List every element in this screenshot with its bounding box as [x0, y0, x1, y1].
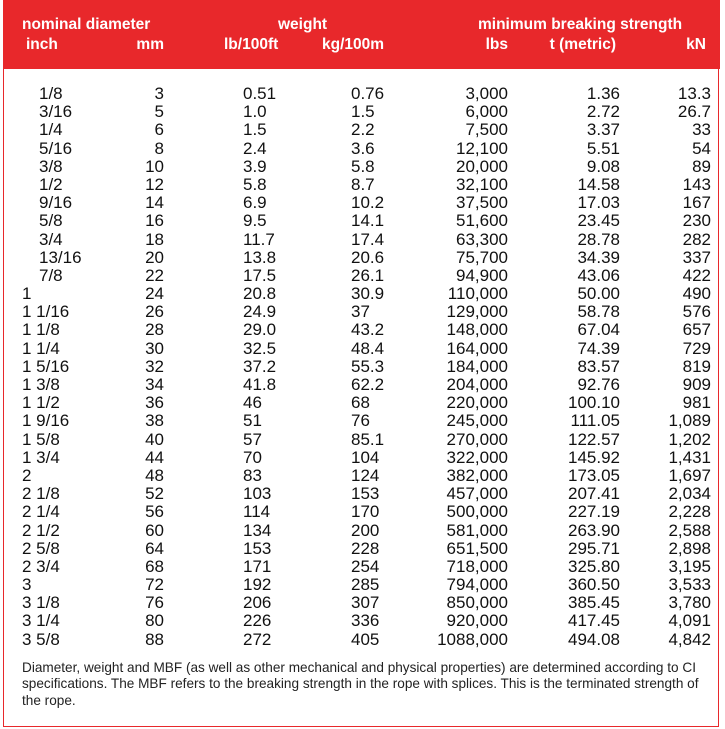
cell-t-metric: 14.58	[577, 174, 620, 194]
table-row	[4, 158, 720, 176]
cell-kg-100m: 48.4	[351, 338, 385, 358]
cell-kg-100m: 76	[351, 411, 370, 431]
cell-lbs: 94,900	[456, 265, 508, 285]
cell-lb-100ft: 1.0	[243, 102, 267, 122]
cell-mm: 22	[145, 265, 164, 285]
cell-lb-100ft: 17.5	[243, 265, 277, 285]
cell-kn: 2,898	[668, 538, 711, 558]
cell-inch: 2 1/2	[22, 520, 60, 540]
cell-t-metric: 385.45	[568, 593, 620, 613]
cell-t-metric: 43.06	[577, 265, 620, 285]
cell-kg-100m: 124	[351, 465, 380, 485]
footnote: Diameter, weight and MBF (as well as other mechanical and physical properties) are determined according to CI specifications. The MBF refers to the breaking strength in the rope with splices. This is the terminated strength of the rope.	[22, 660, 699, 708]
cell-lbs: 6,000	[465, 102, 508, 122]
cell-t-metric: 173.05	[568, 465, 620, 485]
table-row	[4, 303, 720, 321]
cell-lbs: 322,000	[446, 447, 508, 467]
cell-lbs: 204,000	[446, 375, 508, 394]
cell-inch: 3/4	[39, 229, 63, 249]
cell-mm: 72	[145, 575, 164, 595]
cell-kn: 54	[692, 138, 711, 158]
cell-lbs: 37,500	[456, 193, 508, 213]
cell-t-metric: 111.05	[570, 411, 620, 431]
cell-lb-100ft: 2.4	[243, 138, 267, 158]
table-row	[4, 376, 720, 394]
cell-t-metric: 325.80	[568, 556, 620, 576]
cell-lbs: 51,600	[456, 211, 508, 231]
cell-kn: 26.7	[677, 102, 711, 122]
cell-t-metric: 494.08	[568, 629, 620, 649]
cell-mm: 6	[154, 120, 164, 140]
cell-lbs: 270,000	[446, 429, 508, 449]
cell-lbs: 382,000	[446, 465, 508, 485]
cell-inch: 1 9/16	[22, 411, 70, 431]
cell-kg-100m: 307	[351, 593, 380, 613]
cell-lbs: 718,000	[446, 556, 508, 576]
table-row	[4, 540, 720, 558]
cell-kn: 167	[682, 193, 711, 213]
cell-t-metric: 9.08	[586, 156, 620, 176]
cell-lb-100ft: 29.0	[243, 320, 277, 340]
cell-lbs: 581,000	[446, 520, 508, 540]
cell-t-metric: 67.04	[577, 320, 620, 340]
cell-lb-100ft: 57	[243, 429, 262, 449]
cell-lb-100ft: 51	[243, 411, 262, 431]
cell-inch: 5/8	[39, 211, 63, 231]
cell-inch: 3 1/8	[22, 593, 60, 613]
cell-mm: 52	[145, 484, 164, 504]
cell-kg-100m: 104	[351, 447, 380, 467]
cell-mm: 26	[145, 302, 164, 322]
cell-inch: 1 1/8	[22, 320, 60, 340]
table-row	[4, 212, 720, 230]
cell-kg-100m: 37	[351, 302, 370, 322]
cell-mm: 8	[154, 138, 164, 158]
cell-lbs: 164,000	[446, 338, 508, 358]
cell-inch: 1 1/2	[22, 393, 60, 413]
group-weight: weight	[278, 16, 328, 33]
cell-mm: 24	[145, 284, 164, 304]
cell-lbs: 651,500	[446, 538, 508, 558]
table-row	[4, 467, 720, 485]
table-row	[4, 249, 720, 267]
cell-mm: 44	[145, 447, 164, 467]
cell-lb-100ft: 134	[243, 520, 272, 540]
cell-kn: 981	[682, 393, 711, 413]
table-row	[4, 485, 720, 503]
cell-kg-100m: 5.8	[351, 156, 375, 176]
cell-t-metric: 28.78	[577, 229, 620, 249]
cell-lbs: 245,000	[446, 411, 508, 431]
table-row	[4, 576, 720, 594]
cell-t-metric: 417.45	[568, 611, 620, 631]
cell-kn: 89	[692, 156, 711, 176]
cell-inch: 1/2	[39, 174, 63, 194]
cell-kn: 4,842	[668, 629, 711, 649]
table-row	[4, 194, 720, 212]
cell-kg-100m: 0.76	[351, 84, 385, 103]
cell-lb-100ft: 6.9	[243, 193, 267, 213]
cell-lb-100ft: 41.8	[243, 375, 277, 394]
cell-lb-100ft: 206	[243, 593, 272, 613]
cell-kn: 3,780	[668, 593, 711, 613]
cell-inch: 3/16	[39, 102, 73, 122]
cell-lbs: 3,000	[465, 84, 508, 103]
cell-lbs: 184,000	[446, 356, 508, 376]
table-row	[4, 631, 720, 649]
cell-t-metric: 3.37	[586, 120, 620, 140]
cell-inch: 1/8	[39, 84, 63, 103]
rope-specification-table	[3, 0, 719, 727]
cell-inch: 1 3/8	[22, 375, 60, 394]
cell-lbs: 1088,000	[437, 629, 508, 649]
cell-lb-100ft: 1.5	[243, 120, 267, 140]
table-row	[4, 358, 720, 376]
cell-t-metric: 227.19	[568, 502, 620, 522]
cell-t-metric: 17.03	[577, 193, 620, 213]
table-row	[4, 412, 720, 430]
cell-lb-100ft: 5.8	[243, 174, 267, 194]
cell-inch: 1 5/16	[22, 356, 70, 376]
cell-kg-100m: 30.9	[351, 284, 385, 304]
cell-mm: 60	[145, 520, 164, 540]
cell-lbs: 220,000	[446, 393, 508, 413]
cell-inch: 5/16	[39, 138, 73, 158]
cell-inch: 7/8	[39, 265, 63, 285]
cell-mm: 28	[145, 320, 164, 340]
cell-kn: 13.3	[677, 84, 711, 103]
cell-kn: 230	[682, 211, 711, 231]
cell-mm: 14	[145, 193, 164, 213]
cell-kg-100m: 68	[351, 393, 370, 413]
col-header-mm: mm	[136, 36, 164, 53]
cell-inch: 2 1/4	[22, 502, 60, 522]
cell-lb-100ft: 24.9	[243, 302, 277, 322]
cell-t-metric: 145.92	[568, 447, 620, 467]
cell-lb-100ft: 83	[243, 465, 262, 485]
cell-t-metric: 2.72	[586, 102, 620, 122]
table-row	[4, 394, 720, 412]
cell-lbs: 75,700	[456, 247, 508, 267]
cell-lb-100ft: 37.2	[243, 356, 277, 376]
cell-kg-100m: 200	[351, 520, 380, 540]
cell-inch: 1 5/8	[22, 429, 60, 449]
cell-lb-100ft: 13.8	[243, 247, 277, 267]
cell-t-metric: 58.78	[577, 302, 620, 322]
cell-lb-100ft: 20.8	[243, 284, 277, 304]
cell-mm: 80	[145, 611, 164, 631]
cell-inch: 9/16	[39, 193, 73, 213]
cell-kn: 2,588	[668, 520, 711, 540]
table-row	[4, 558, 720, 576]
cell-mm: 20	[145, 247, 164, 267]
table-row	[4, 431, 720, 449]
cell-lb-100ft: 0.51	[243, 84, 277, 103]
table-row	[4, 103, 720, 121]
cell-kg-100m: 153	[351, 484, 380, 504]
cell-kn: 3,533	[668, 575, 711, 595]
cell-lb-100ft: 153	[243, 538, 272, 558]
cell-mm: 12	[145, 174, 164, 194]
cell-kg-100m: 55.3	[351, 356, 385, 376]
cell-mm: 76	[145, 593, 164, 613]
cell-lb-100ft: 171	[243, 556, 272, 576]
cell-kg-100m: 254	[351, 556, 380, 576]
cell-kn: 4,091	[668, 611, 711, 631]
cell-kg-100m: 2.2	[351, 120, 375, 140]
table-row	[4, 267, 720, 285]
cell-kn: 143	[682, 174, 711, 194]
cell-kn: 1,089	[668, 411, 711, 431]
cell-mm: 56	[145, 502, 164, 522]
cell-mm: 88	[145, 629, 164, 649]
cell-kn: 282	[682, 229, 711, 249]
cell-mm: 10	[145, 156, 164, 176]
col-header-kg-100m: kg/100m	[322, 36, 385, 53]
cell-t-metric: 23.45	[577, 211, 620, 231]
cell-t-metric: 83.57	[577, 356, 620, 376]
table-row	[4, 612, 720, 630]
cell-lbs: 7,500	[465, 120, 508, 140]
cell-mm: 32	[145, 356, 164, 376]
col-header-lbs: lbs	[485, 36, 508, 53]
cell-lb-100ft: 46	[243, 393, 262, 413]
cell-kg-100m: 170	[351, 502, 380, 522]
cell-kg-100m: 10.2	[351, 193, 385, 213]
cell-kg-100m: 85.1	[351, 429, 385, 449]
cell-kn: 729	[682, 338, 711, 358]
table-row	[4, 85, 720, 103]
table-row	[4, 231, 720, 249]
cell-kg-100m: 3.6	[351, 138, 375, 158]
cell-kg-100m: 62.2	[351, 375, 385, 394]
cell-mm: 40	[145, 429, 164, 449]
table-header	[4, 0, 720, 69]
cell-lb-100ft: 192	[243, 575, 272, 595]
cell-kg-100m: 20.6	[351, 247, 385, 267]
cell-lb-100ft: 9.5	[243, 211, 267, 231]
cell-kg-100m: 1.5	[351, 102, 375, 122]
table-row	[4, 449, 720, 467]
cell-kn: 909	[682, 375, 711, 394]
cell-t-metric: 360.50	[568, 575, 620, 595]
cell-t-metric: 295.71	[568, 538, 620, 558]
cell-kn: 3,195	[668, 556, 711, 576]
cell-lbs: 110,000	[447, 284, 508, 304]
cell-lbs: 32,100	[456, 174, 508, 194]
cell-kn: 337	[682, 247, 711, 267]
cell-inch: 1/4	[39, 120, 63, 140]
cell-lbs: 12,100	[456, 138, 508, 158]
cell-kg-100m: 26.1	[351, 265, 385, 285]
cell-mm: 16	[145, 211, 164, 231]
cell-mm: 38	[145, 411, 164, 431]
cell-kn: 819	[682, 356, 711, 376]
group-minimum-breaking-strength: minimum breaking strength	[478, 16, 683, 33]
cell-kn: 490	[682, 284, 711, 304]
cell-t-metric: 34.39	[577, 247, 620, 267]
cell-t-metric: 1.36	[586, 84, 620, 103]
cell-kg-100m: 228	[351, 538, 380, 558]
cell-lb-100ft: 226	[243, 611, 272, 631]
cell-kg-100m: 336	[351, 611, 380, 631]
cell-t-metric: 100.10	[568, 393, 620, 413]
cell-inch: 3/8	[39, 156, 63, 176]
cell-kg-100m: 17.4	[351, 229, 385, 249]
cell-lb-100ft: 272	[243, 629, 272, 649]
cell-inch: 3	[22, 575, 32, 595]
cell-inch: 2 5/8	[22, 538, 60, 558]
cell-kn: 2,228	[668, 502, 711, 522]
cell-lb-100ft: 103	[243, 484, 272, 504]
cell-lbs: 20,000	[456, 156, 508, 176]
table-body	[4, 85, 720, 649]
cell-lbs: 850,000	[446, 593, 508, 613]
cell-inch: 1 1/16	[22, 302, 70, 322]
cell-lb-100ft: 70	[243, 447, 262, 467]
cell-kg-100m: 43.2	[351, 320, 385, 340]
cell-t-metric: 74.39	[577, 338, 620, 358]
cell-mm: 48	[145, 465, 164, 485]
col-header-kn: kN	[686, 36, 706, 53]
cell-lbs: 457,000	[446, 484, 508, 504]
cell-inch: 2 1/8	[22, 484, 60, 504]
cell-mm: 18	[145, 229, 164, 249]
cell-mm: 34	[145, 375, 164, 394]
table-row	[4, 321, 720, 339]
cell-kn: 1,202	[668, 429, 711, 449]
cell-kg-100m: 405	[351, 629, 380, 649]
table-row	[4, 522, 720, 540]
cell-t-metric: 5.51	[586, 138, 620, 158]
cell-kg-100m: 285	[351, 575, 380, 595]
cell-mm: 36	[145, 393, 164, 413]
cell-inch: 13/16	[39, 247, 82, 267]
cell-kg-100m: 8.7	[351, 174, 375, 194]
cell-inch: 1 3/4	[22, 447, 60, 467]
cell-inch: 1	[22, 284, 32, 304]
cell-inch: 2 3/4	[22, 556, 60, 576]
cell-t-metric: 122.57	[568, 429, 620, 449]
cell-kn: 33	[692, 120, 711, 140]
cell-lb-100ft: 114	[243, 502, 271, 522]
group-nominal-diameter: nominal diameter	[22, 16, 151, 33]
cell-kn: 422	[682, 265, 711, 285]
col-header-t-metric: t (metric)	[549, 36, 616, 53]
cell-lbs: 920,000	[446, 611, 508, 631]
col-header-lb-100ft: lb/100ft	[224, 36, 279, 53]
cell-mm: 68	[145, 556, 164, 576]
cell-lb-100ft: 11.7	[243, 229, 275, 249]
cell-kg-100m: 14.1	[351, 211, 385, 231]
cell-kn: 1,697	[668, 465, 711, 485]
cell-lb-100ft: 32.5	[243, 338, 277, 358]
cell-lbs: 63,300	[456, 229, 508, 249]
table-row	[4, 340, 720, 358]
table-row	[4, 285, 720, 303]
table-row	[4, 503, 720, 521]
cell-kn: 657	[682, 320, 711, 340]
col-header-inch: inch	[26, 36, 58, 53]
cell-mm: 5	[154, 102, 164, 122]
table-row	[4, 594, 720, 612]
cell-lb-100ft: 3.9	[243, 156, 267, 176]
cell-lbs: 500,000	[446, 502, 508, 522]
cell-mm: 30	[145, 338, 164, 358]
table-row	[4, 176, 720, 194]
cell-mm: 3	[154, 84, 164, 103]
cell-inch: 1 1/4	[22, 338, 60, 358]
cell-mm: 64	[145, 538, 164, 558]
cell-inch: 2	[22, 465, 32, 485]
cell-t-metric: 207.41	[568, 484, 620, 504]
cell-lbs: 148,000	[446, 320, 508, 340]
table-row	[4, 121, 720, 139]
cell-lbs: 129,000	[446, 302, 508, 322]
cell-kn: 1,431	[668, 447, 711, 467]
cell-inch: 3 5/8	[22, 629, 60, 649]
cell-lbs: 794,000	[446, 575, 508, 595]
cell-kn: 576	[682, 302, 711, 322]
cell-inch: 3 1/4	[22, 611, 60, 631]
cell-kn: 2,034	[668, 484, 711, 504]
cell-t-metric: 263.90	[568, 520, 620, 540]
table-row	[4, 140, 720, 158]
cell-t-metric: 92.76	[577, 375, 620, 394]
cell-t-metric: 50.00	[577, 284, 620, 304]
